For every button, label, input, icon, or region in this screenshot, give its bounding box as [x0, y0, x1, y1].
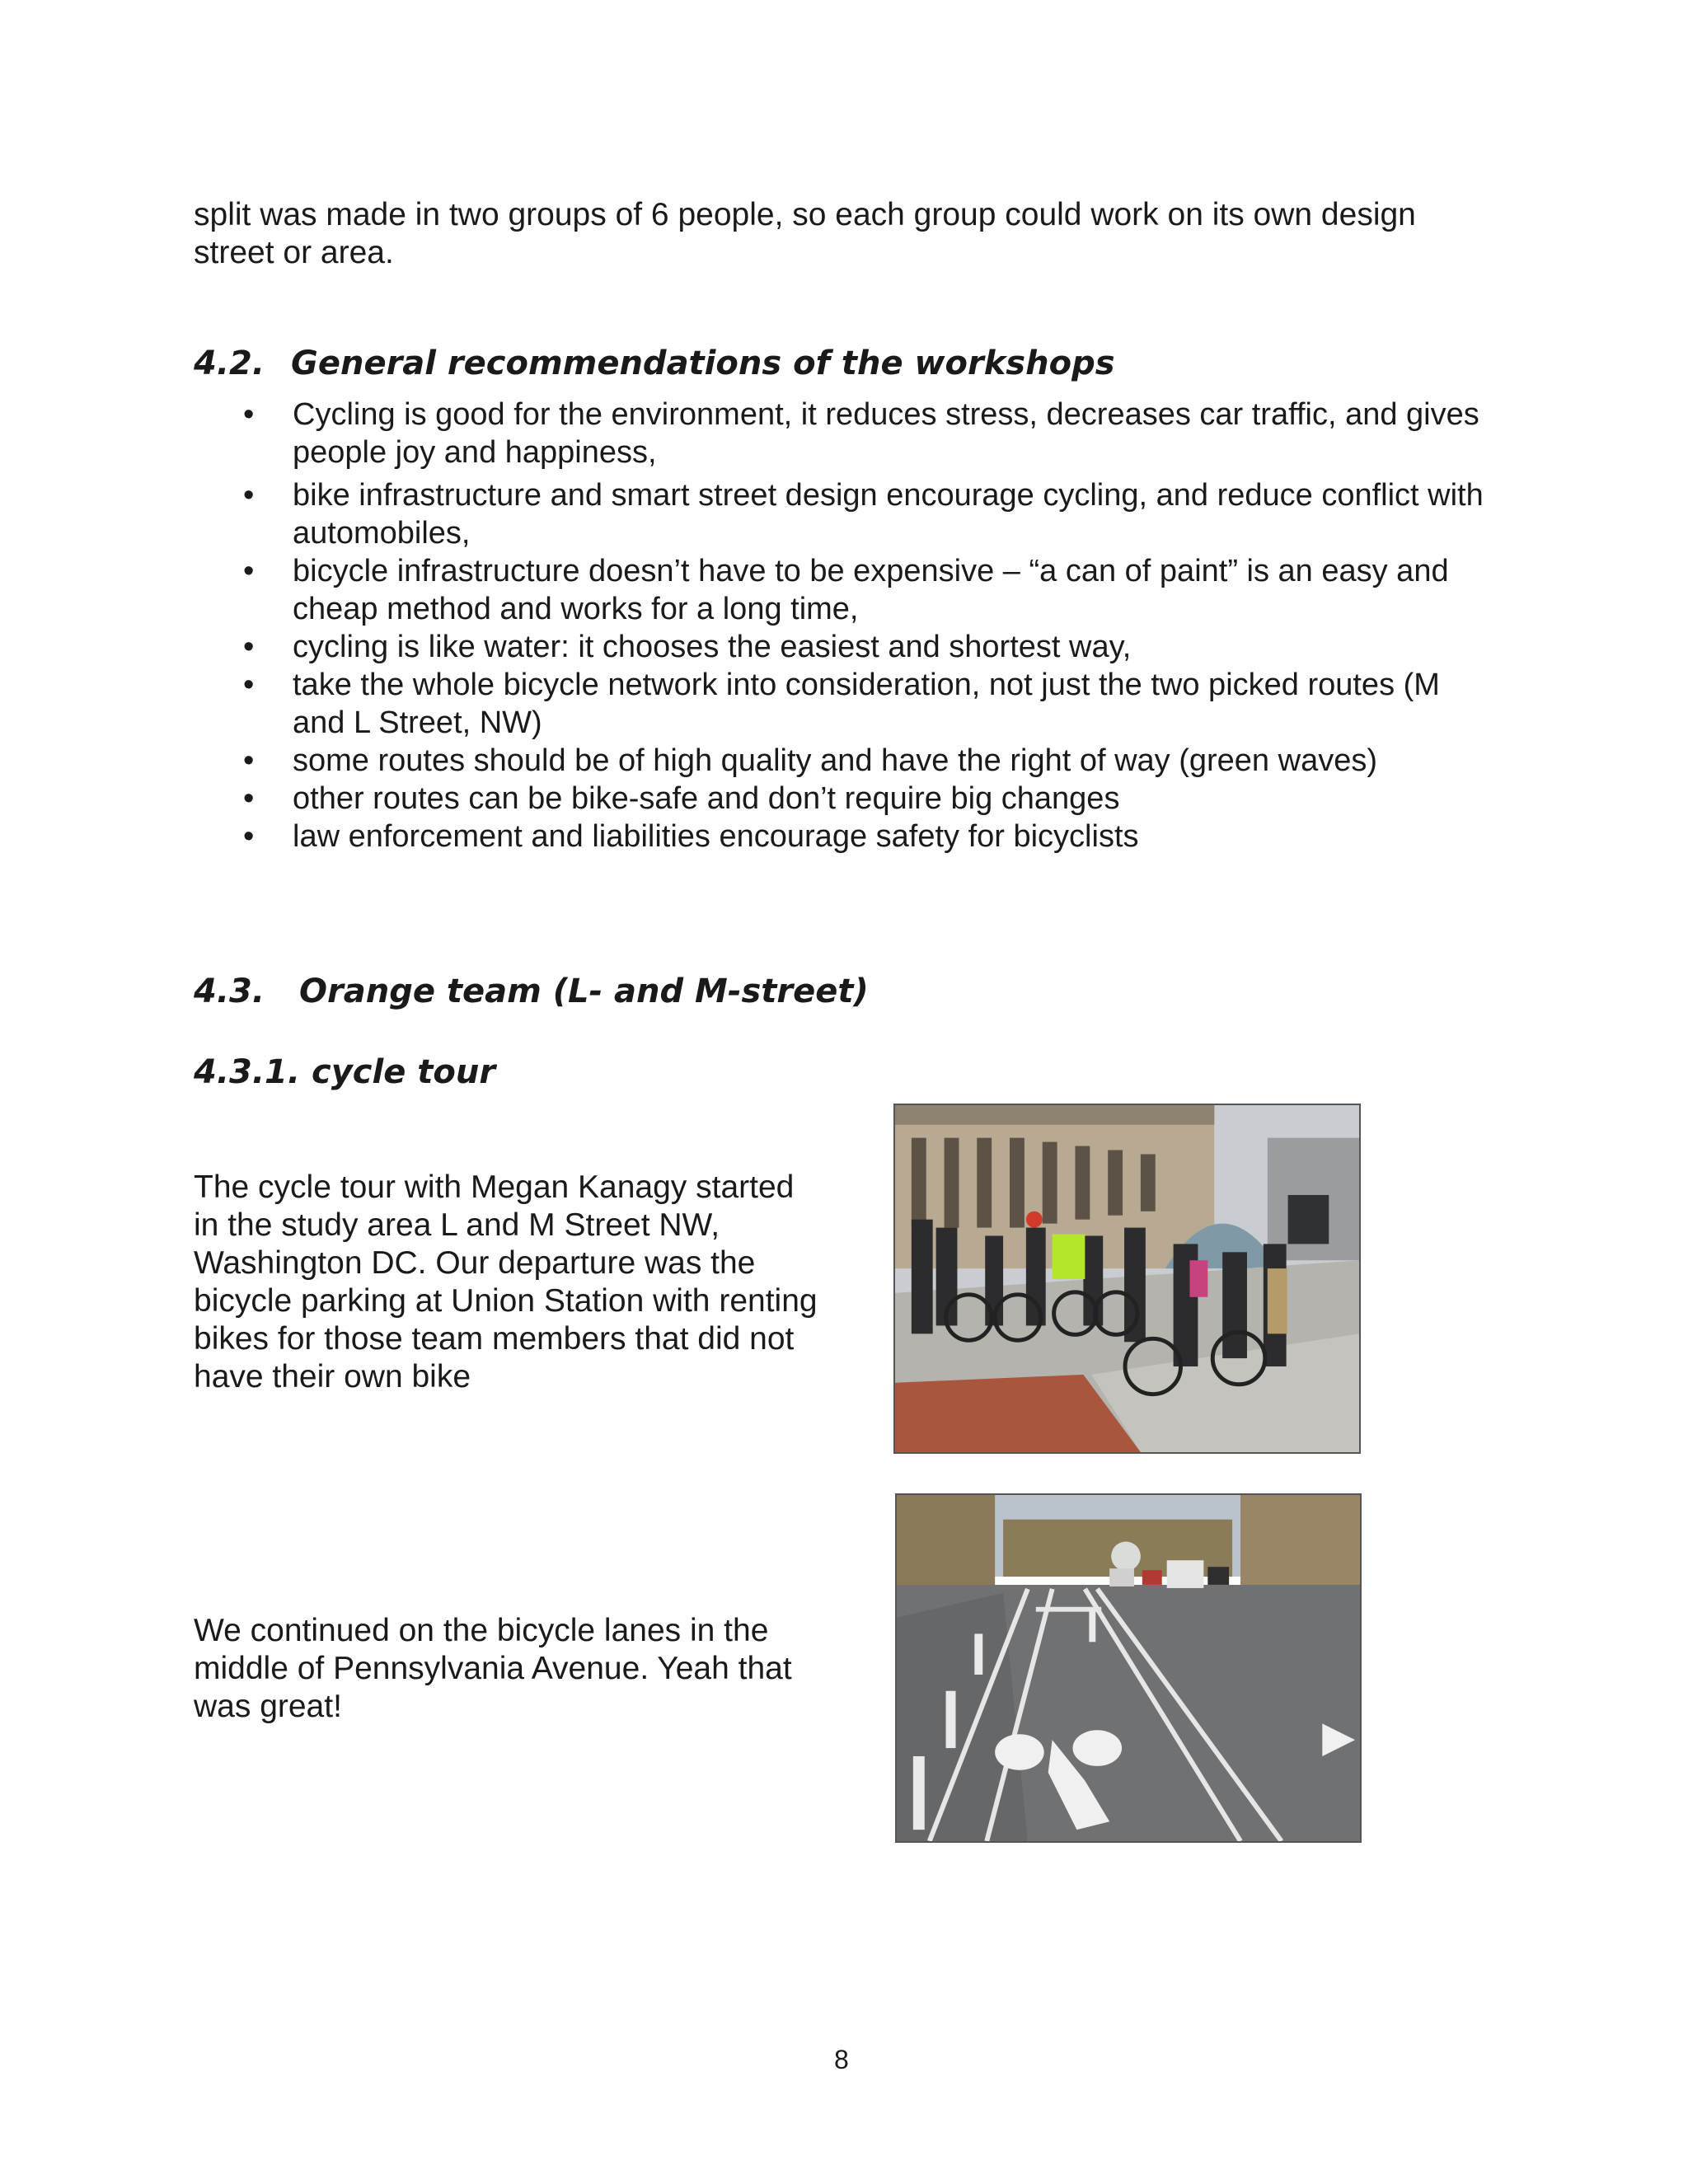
section-4-2-number: 4.2. [194, 344, 265, 382]
section-4-3-heading [194, 972, 869, 1010]
intro-paragraph: split was made in two groups of 6 people, so each group could work on its own design street or area. [194, 197, 1416, 270]
list-item: • cycling is like water: it chooses the easiest and shortest way, [243, 628, 1496, 666]
recommendations-list [243, 396, 1496, 855]
union-station-photo [893, 1104, 1361, 1454]
page-number: 8 [834, 2045, 849, 2074]
section-4-3-number: 4.3. [194, 972, 265, 1010]
tour-paragraph-1: The cycle tour with Megan Kanagy started in the study area L and M Street NW, Washington DC. Our departure was the bicycle parking at Union Station with renting bikes for those team members that did not have their own bike [194, 1169, 818, 1394]
section-4-3-1-heading: 4.3.1. cycle tour [194, 1053, 496, 1091]
list-item: • take the whole bicycle network into consideration, not just the two picked routes (M and L Street, NW) [243, 666, 1496, 742]
tour-paragraph-2: We continued on the bicycle lanes in the middle of Pennsylvania Avenue. Yeah that was great! [194, 1613, 792, 1724]
list-item: • bike infrastructure and smart street design encourage cycling, and reduce conflict with automobiles, [243, 476, 1496, 552]
list-item: • law enforcement and liabilities encourage safety for bicyclists [243, 818, 1496, 855]
section-4-3-title: Orange team (L- and M-street) [299, 972, 869, 1010]
pennsylvania-avenue-photo [895, 1493, 1362, 1843]
section-4-2-heading [194, 344, 1115, 382]
list-item: • bicycle infrastructure doesn’t have to be expensive – “a can of paint” is an easy and cheap method and works for a long time, [243, 552, 1496, 628]
list-item: • some routes should be of high quality and have the right of way (green waves) [243, 742, 1496, 780]
list-item: • Cycling is good for the environment, it reduces stress, decreases car traffic, and gives people joy and happiness, [243, 396, 1496, 471]
section-4-2-title: General recommendations of the workshops [291, 344, 1115, 382]
list-item: • other routes can be bike-safe and don’t require big changes [243, 780, 1496, 818]
